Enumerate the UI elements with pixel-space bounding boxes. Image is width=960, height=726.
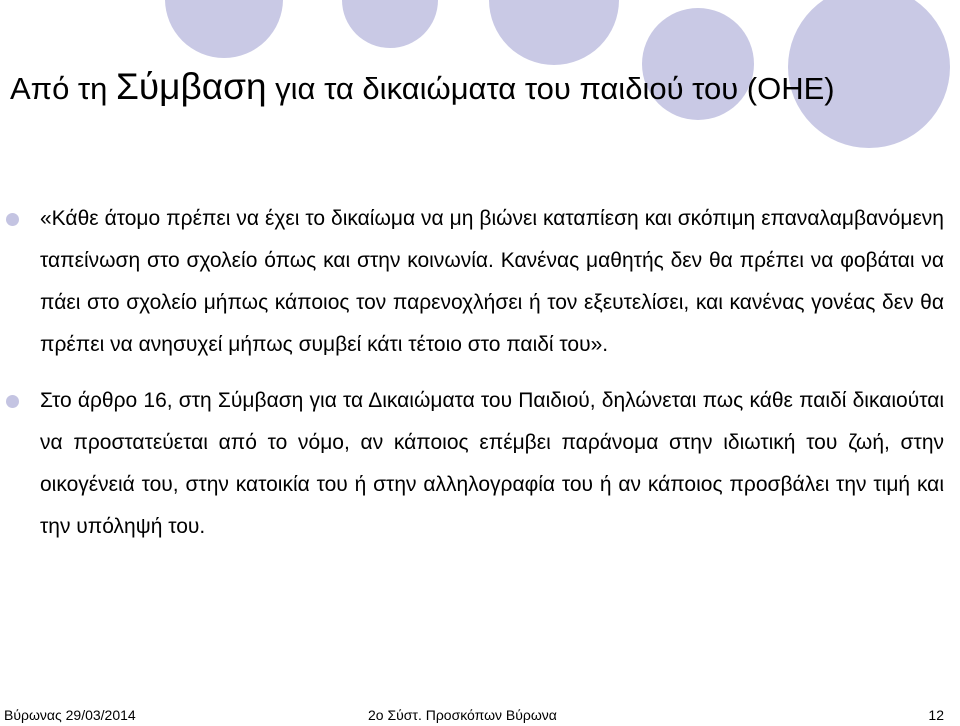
- decor-circle-1: [165, 0, 283, 58]
- bullet-text: Στο άρθρο 16, στη Σύμβαση για τα Δικαιώματα του Παιδιού, δηλώνεται πως κάθε παιδί δικαιούται να προστατεύεται από το νόμο, αν κάποιος επέμβει παράνομα στην ιδιωτική του ζωή, στην οικογένειά του, στην κατοικία του ή στην αλληλογραφία του ή αν κάποιος προσβάλει την τιμή και την υπόληψή του.: [40, 389, 944, 538]
- bullet-list: [0, 198, 960, 548]
- slide-title: [10, 58, 930, 117]
- bullet-item-quote: [0, 198, 960, 366]
- bullet-dot-icon: [6, 395, 19, 408]
- footer-date: Βύρωνας 29/03/2014: [4, 707, 136, 723]
- decor-circle-2: [342, 0, 438, 48]
- bullet-text: «Κάθε άτομο πρέπει να έχει το δικαίωμα να μη βιώνει καταπίεση και σκόπιμη επαναλαμβανόμενη ταπείνωση στο σχολείο όπως και στην κοινωνία. Κανένας μαθητής δεν θα πρέπει να φοβάται να πάει στο σχολείο μήπως κάποιος τον παρενοχλήσει ή τον εξευτελίσει, και κανένας γονέας δεν θα πρέπει να ανησυχεί μήπως συμβεί κάτι τέτοιο στο παιδί του».: [40, 207, 944, 356]
- title-part-1: Από τη: [10, 71, 117, 106]
- bullet-dot-icon: [6, 213, 19, 226]
- title-part-2: για τα δικαιώματα του παιδιού του (ΟΗΕ): [266, 71, 835, 106]
- footer-organization: 2ο Σύστ. Προσκόπων Βύρωνα: [368, 707, 557, 723]
- footer-page-number: 12: [928, 707, 944, 723]
- title-emphasis: Σύμβαση: [116, 66, 267, 107]
- bullet-item-article-16: [0, 380, 960, 548]
- decor-circle-3: [489, 0, 619, 65]
